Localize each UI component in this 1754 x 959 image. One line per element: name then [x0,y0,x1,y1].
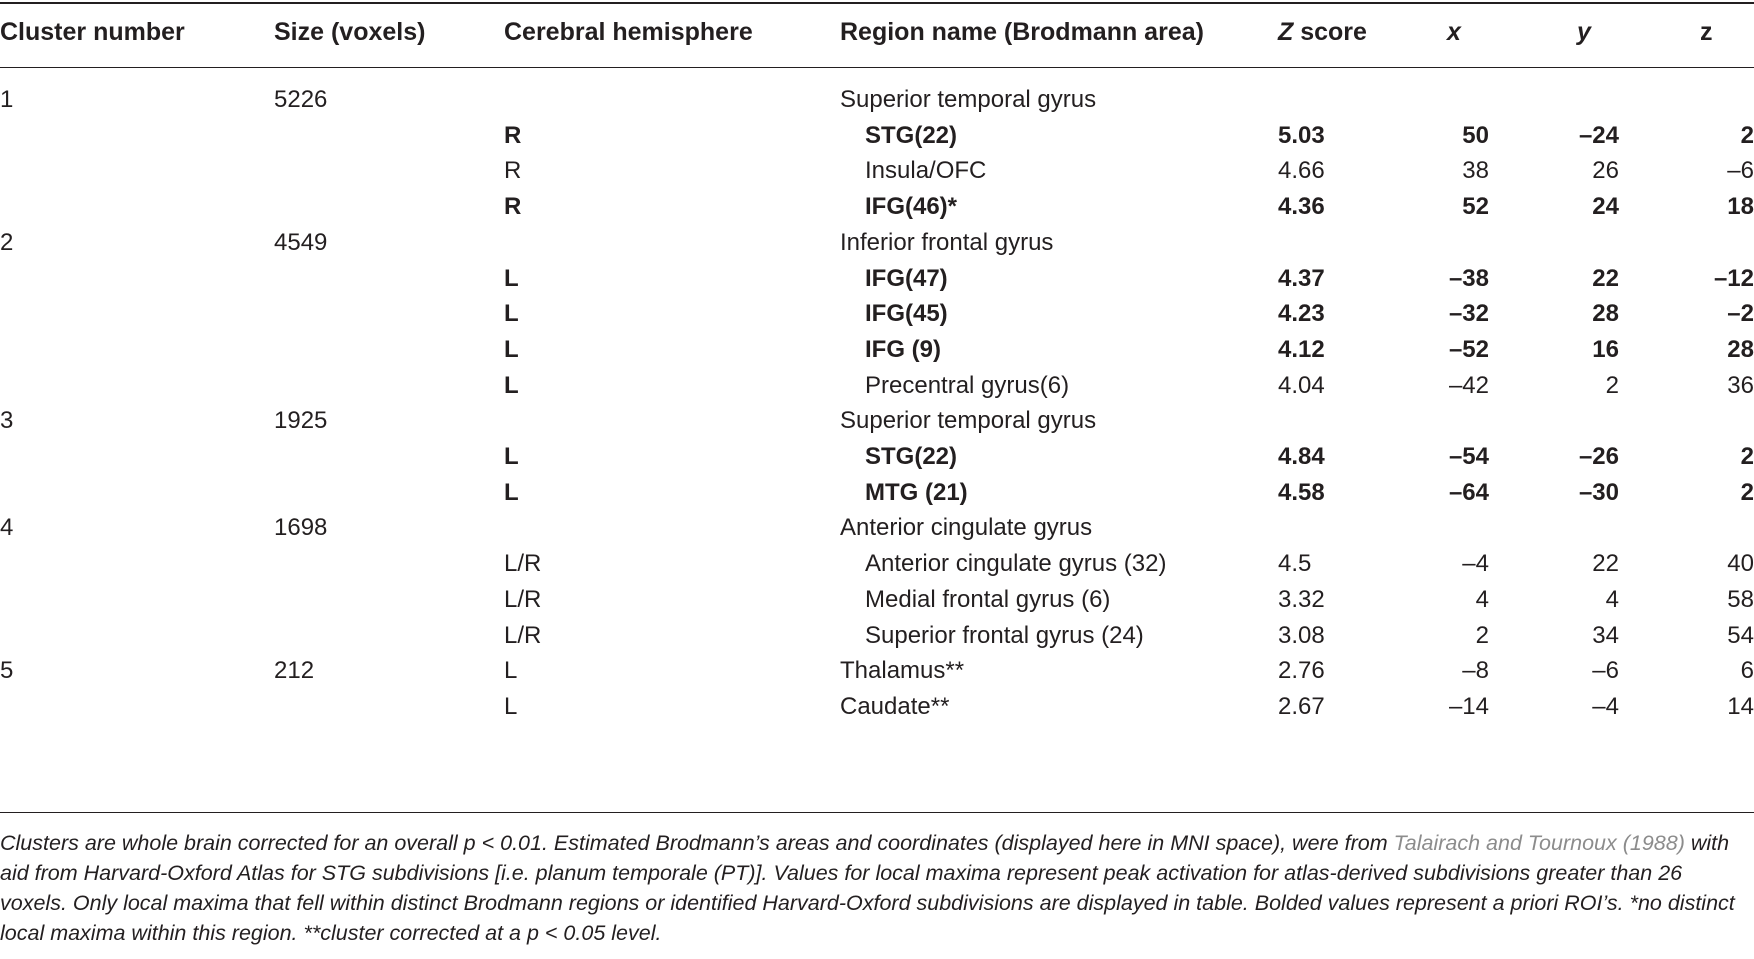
header-zscore-label: score [1293,18,1367,46]
cell-y: 24 [1592,193,1619,221]
cell-z: 28 [1727,335,1754,363]
cell-y: –4 [1592,692,1619,720]
cell-region-name: IFG(45) [865,300,948,328]
cell-x: –38 [1448,264,1489,292]
cell-region-name: Anterior cingulate gyrus (32) [865,550,1167,578]
cell-hemisphere: L [504,264,519,292]
cell-z: 6 [1740,657,1754,685]
cell-y: –26 [1578,443,1619,470]
cell-z: 54 [1727,621,1754,649]
cell-hemisphere: L [504,692,518,720]
table-row [0,651,1754,691]
cell-cluster-number: 3 [0,407,14,435]
cell-x: 38 [1462,157,1489,185]
cell-hemisphere: L/R [504,621,542,649]
cell-x: –8 [1462,657,1489,685]
cell-y: –30 [1578,478,1619,506]
cell-z: 40 [1727,550,1754,578]
cell-zscore: 2.67 [1278,692,1325,720]
header-zscore [1278,12,1367,52]
header-zscore-z: Z [1278,18,1294,46]
cell-x: 4 [1475,585,1489,613]
cell-z: 2 [1740,443,1754,470]
cell-region-name: Superior temporal gyrus [840,407,1097,435]
footnote-reference-link[interactable]: Talairach and Tournoux (1988) [1393,831,1685,855]
table-row [0,259,1754,299]
cell-z: 58 [1727,585,1754,613]
cell-region-name: Caudate** [840,692,950,720]
cell-zscore: 4.36 [1278,193,1325,221]
cell-cluster-number: 4 [0,514,14,542]
header-y [1577,12,1591,52]
header-y-label: y [1577,18,1591,46]
table-row [0,116,1754,156]
header-z: z [1700,18,1713,46]
cell-y: 16 [1592,335,1619,363]
table-row [0,366,1754,406]
cell-y: –6 [1592,657,1619,685]
cell-zscore: 2.76 [1278,657,1325,685]
cell-cluster-number: 2 [0,228,14,256]
cell-hemisphere: L [504,335,519,363]
table-row [0,508,1754,548]
table-row [0,580,1754,620]
cell-region-name: IFG (9) [865,335,941,363]
table-row [0,401,1754,441]
cell-zscore: 4.37 [1278,264,1325,292]
cell-size: 212 [274,657,315,685]
table-bottom-rule [0,812,1754,813]
cell-zscore: 3.32 [1278,585,1325,613]
cell-cluster-number: 5 [0,657,14,685]
header-size: Size (voxels) [274,18,426,46]
cell-region-name: Medial frontal gyrus (6) [865,585,1111,613]
cell-region-name: Thalamus** [840,657,965,685]
table-row [0,616,1754,656]
cell-z: –6 [1727,157,1754,185]
cell-y: 26 [1592,157,1619,185]
cell-z: –2 [1727,300,1754,328]
cell-hemisphere: L [504,657,518,685]
cell-y: 34 [1592,621,1619,649]
cell-y: 2 [1605,371,1619,399]
table-footnote [0,828,1750,948]
header-region: Region name (Brodmann area) [840,18,1204,46]
cell-region-name: Insula/OFC [865,157,987,185]
cell-size: 5226 [274,86,328,113]
cell-region-name: Anterior cingulate gyrus [840,514,1093,542]
cell-hemisphere: R [504,193,522,221]
cell-y: 22 [1592,550,1619,578]
cell-zscore: 4.66 [1278,157,1325,185]
cell-x: –52 [1448,335,1489,363]
cell-region-name: STG(22) [865,443,958,470]
cell-zscore: 4.04 [1278,371,1325,399]
cell-z: 36 [1727,371,1754,399]
table-row [0,330,1754,370]
cell-hemisphere: L [504,371,519,399]
cell-hemisphere: R [504,121,522,149]
cell-z: 14 [1727,692,1754,720]
cell-z: 18 [1727,193,1754,221]
table-row [0,437,1754,477]
cell-x: –42 [1448,371,1489,399]
table-row [0,294,1754,334]
table-row [0,544,1754,584]
table-top-rule [0,2,1754,4]
cell-hemisphere: L [504,300,519,328]
cell-z: 2 [1740,478,1754,506]
cell-region-name: IFG(46)* [865,193,958,221]
footnote-text-1: Clusters are whole brain corrected for an overall p < 0.01. Estimated Brodmann’s areas and coordinates (displayed here in MNI space), were from [0,831,1394,855]
cell-x: –54 [1448,443,1489,470]
table-row [0,80,1754,120]
cell-region-name: Superior frontal gyrus (24) [865,621,1144,649]
cell-x: –64 [1448,478,1489,506]
table-row [0,473,1754,513]
cell-zscore: 4.12 [1278,335,1325,363]
table-row [0,223,1754,263]
table-row [0,151,1754,191]
footnote-text-2: with aid from Harvard-Oxford Atlas for STG subdivisions [i.e. planum temporale (PT)]. Values for local maxima represent peak activation for atlas-derived subdivisions greater than 26 voxels. Only local maxima that fell within distinct Brodmann regions or identified Harvard-Oxford subdivisions are displayed in table. Bolded values represent a priori ROI’s. *no distinct local maxima within this region. **cluster corrected at a p < 0.05 level. [0,831,1735,945]
header-x [1447,12,1461,52]
cell-y: 28 [1592,300,1619,328]
cell-region-name: Precentral gyrus(6) [865,371,1070,399]
cell-hemisphere: L [504,443,519,470]
cell-region-name: IFG(47) [865,264,948,292]
header-bottom-rule [0,67,1754,68]
cell-x: –14 [1448,692,1489,720]
cell-hemisphere: L/R [504,550,542,578]
cell-x: 50 [1462,121,1489,149]
cell-zscore: 5.03 [1278,121,1325,149]
header-cluster-number: Cluster number [0,18,185,46]
cell-region-name: MTG (21) [865,478,968,506]
cell-size: 4549 [274,228,328,256]
table-row [0,687,1754,727]
cell-y: 22 [1592,264,1619,292]
cell-size: 1698 [274,514,328,542]
cell-zscore: 4.58 [1278,478,1325,506]
cell-hemisphere: R [504,157,522,185]
cell-size: 1925 [274,407,328,435]
cell-zscore: 4.84 [1278,443,1325,470]
cell-y: 4 [1605,585,1619,613]
cell-hemisphere: L/R [504,585,542,613]
cell-zscore: 4.5 [1278,550,1312,578]
cell-x: –32 [1448,300,1489,328]
header-hemisphere: Cerebral hemisphere [504,18,753,46]
cell-zscore: 3.08 [1278,621,1325,649]
cell-region-name: STG(22) [865,121,958,149]
cell-z: 2 [1740,121,1754,149]
cell-x: –4 [1462,550,1489,578]
cell-y: –24 [1578,121,1619,149]
cell-x: 52 [1462,193,1489,221]
cell-x: 2 [1475,621,1489,649]
cell-cluster-number: 1 [0,86,14,113]
header-x-label: x [1447,18,1461,46]
cell-region-name: Inferior frontal gyrus [840,228,1054,256]
table-row [0,187,1754,227]
cell-region-name: Superior temporal gyrus [840,86,1097,113]
cell-z: –12 [1713,264,1754,292]
cell-zscore: 4.23 [1278,300,1325,328]
cell-hemisphere: L [504,478,519,506]
